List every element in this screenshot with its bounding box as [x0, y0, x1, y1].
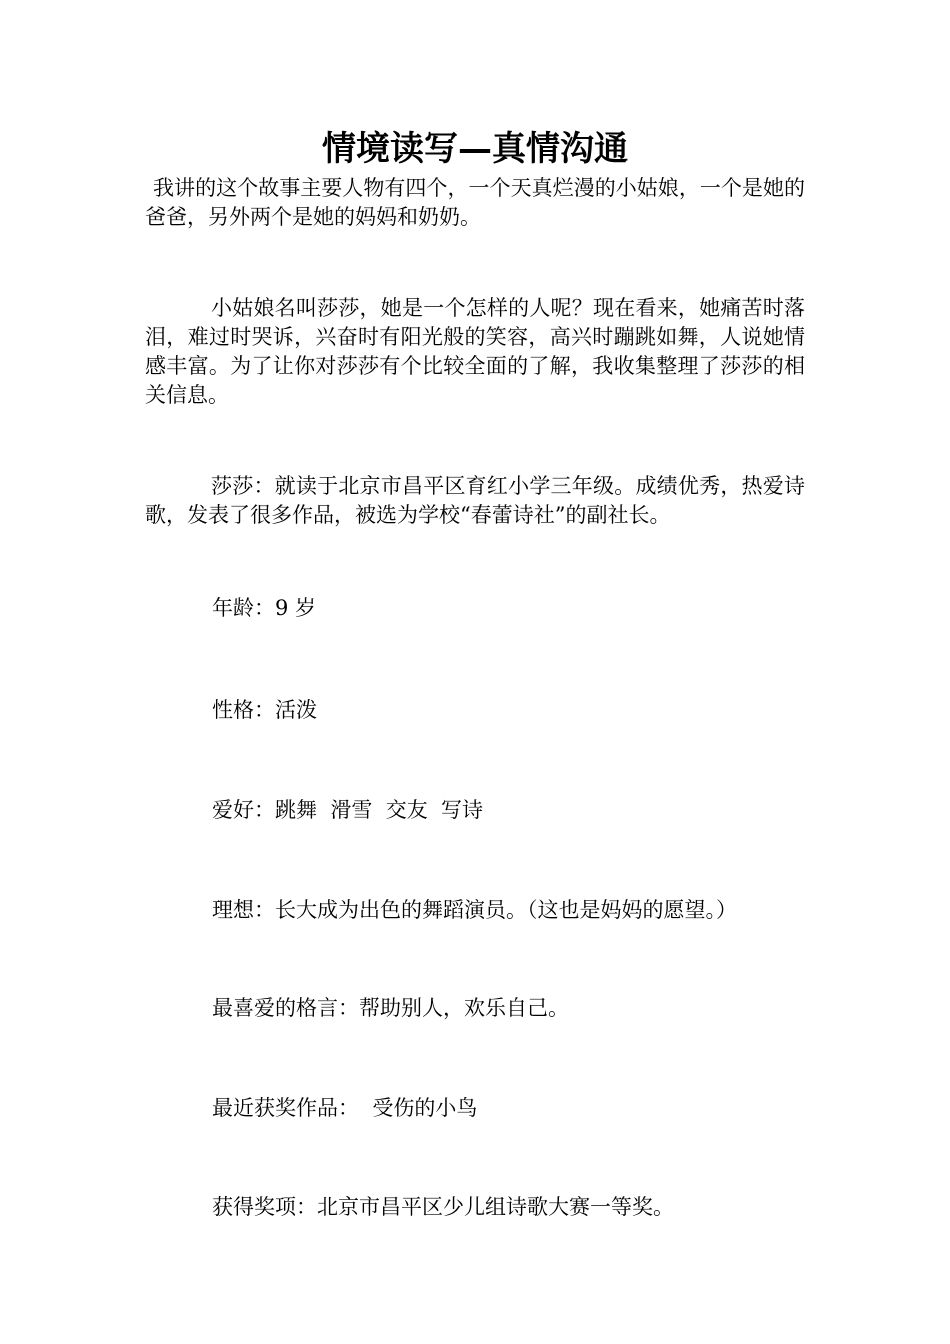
profile-hobbies: 爱好：跳舞 滑雪 交友 写诗: [212, 798, 484, 822]
intro-paragraph: 我讲的这个故事主要人物有四个，一个天真烂漫的小姑娘，一个是她的爸爸，另外两个是她的妈妈和奶奶。: [145, 176, 805, 229]
profile-award: 获得奖项：北京市昌平区少儿组诗歌大赛一等奖。: [212, 1195, 674, 1219]
profile-summary-paragraph: 莎莎：就读于北京市昌平区育红小学三年级。成绩优秀，热爱诗歌，发表了很多作品，被选为学校“春蕾诗社”的副社长。: [145, 474, 805, 527]
document-title: 情境读写—真情沟通: [322, 129, 628, 169]
profile-age: 年龄：9 岁: [212, 596, 317, 620]
profile-personality: 性格：活泼: [212, 698, 317, 722]
profile-motto: 最喜爱的格言：帮助别人，欢乐自己。: [212, 996, 569, 1020]
profile-recent-work: 最近获奖作品： 受伤的小鸟: [212, 1096, 478, 1120]
description-paragraph: 小姑娘名叫莎莎，她是一个怎样的人呢？现在看来，她痛苦时落泪，难过时哭诉，兴奋时有阳光般的笑容，高兴时蹦跳如舞，人说她情感丰富。为了让你对莎莎有个比较全面的了解，我收集整理了莎莎的相关信息。: [145, 296, 805, 407]
profile-ideal: 理想：长大成为出色的舞蹈演员。（这也是妈妈的愿望。）: [212, 898, 737, 922]
